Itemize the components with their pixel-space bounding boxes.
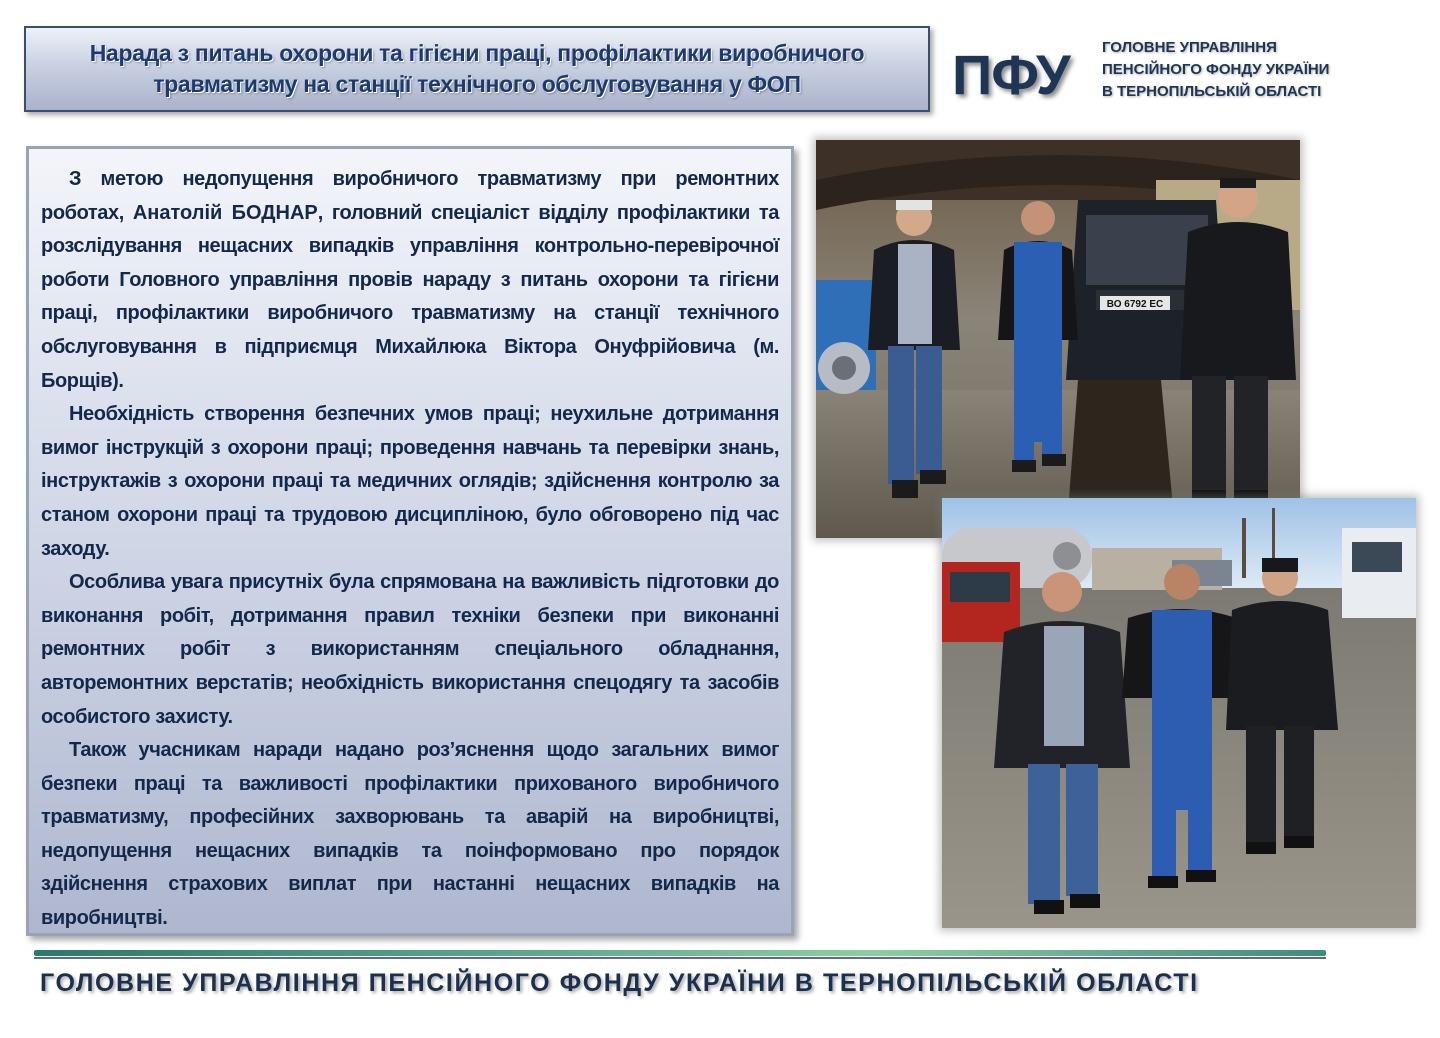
article-paragraph-3: Особлива увага присутніх була спрямована на важливість підготовки до виконання робіт, дотримання правил техніки безпеки при виконанні ремонтних робіт з використанням спеціального обладнання, авторемонтних верстатів; необхідність використання спецодягу та засобів особистого захисту.: [41, 571, 779, 728]
yard-photo-image: [942, 498, 1416, 928]
org-line-3: В ТЕРНОПІЛЬСЬКІЙ ОБЛАСТІ: [1102, 83, 1322, 100]
article-paragraph-4: Також учасникам наради надано роз’яснення щодо загальних вимог безпеки праці та важливості профілактики прихованого виробничого травматизму, професійних захворювань та аварій на виробництві, недопущення нещасних випадків та поінформовано про порядок здійснення страхових виплат при настанні нещасних випадків на виробництві.: [41, 739, 779, 930]
title-line-1: Нарада з питань охорони та гігієни праці, профілактики виробничого: [89, 40, 865, 66]
p1-person-name: Анатолій БОДНАР: [132, 201, 318, 224]
title-line-2: травматизму на станції технічного обслуговування у ФОП: [153, 71, 801, 97]
license-plate: ВО 6792 ЕС: [1106, 299, 1164, 310]
article-panel: [26, 146, 794, 936]
footer-divider: [34, 950, 1326, 956]
page-title: [74, 38, 881, 100]
photo-garage-interior: [816, 140, 1300, 538]
footer-divider-shadow: [34, 957, 1326, 959]
org-line-1: ГОЛОВНЕ УПРАВЛІННЯ: [1102, 39, 1277, 56]
p1-after: , головний спеціаліст відділу профілактики та розслідування нещасних випадків управління контрольно-перевірочної роботи Головного управління провів нараду з питань охорони та гігієни праці, профілактики виробничого травматизму на станції технічного обслуговування в підприємця Михайлюка Віктора Онуфрійовича (м. Борщів).: [41, 201, 779, 392]
pfu-logo: ПФУ: [952, 43, 1070, 106]
garage-photo-image: [816, 140, 1300, 538]
p1-before: З метою недопущення виробничого травматизму при ремонтних роботах,: [41, 168, 779, 224]
photo-outdoor-yard: [942, 498, 1416, 928]
footer-organization: ГОЛОВНЕ УПРАВЛІННЯ ПЕНСІЙНОГО ФОНДУ УКРАЇНИ В ТЕРНОПІЛЬСЬКІЙ ОБЛАСТІ: [40, 969, 1199, 997]
article-paragraph-2: Необхідність створення безпечних умов праці; неухильне дотримання вимог інструкцій з охорони праці; проведення навчань та перевірки знань, інструктажів з охорони праці та медичних оглядів; здійснення контролю за станом охорони праці та трудовою дисципліною, було обговорено під час заходу.: [41, 403, 779, 560]
organization-name: [1102, 37, 1329, 103]
article-paragraph-1: [41, 163, 779, 398]
title-banner: [24, 26, 930, 112]
org-line-2: ПЕНСІЙНОГО ФОНДУ УКРАЇНИ: [1102, 61, 1330, 78]
